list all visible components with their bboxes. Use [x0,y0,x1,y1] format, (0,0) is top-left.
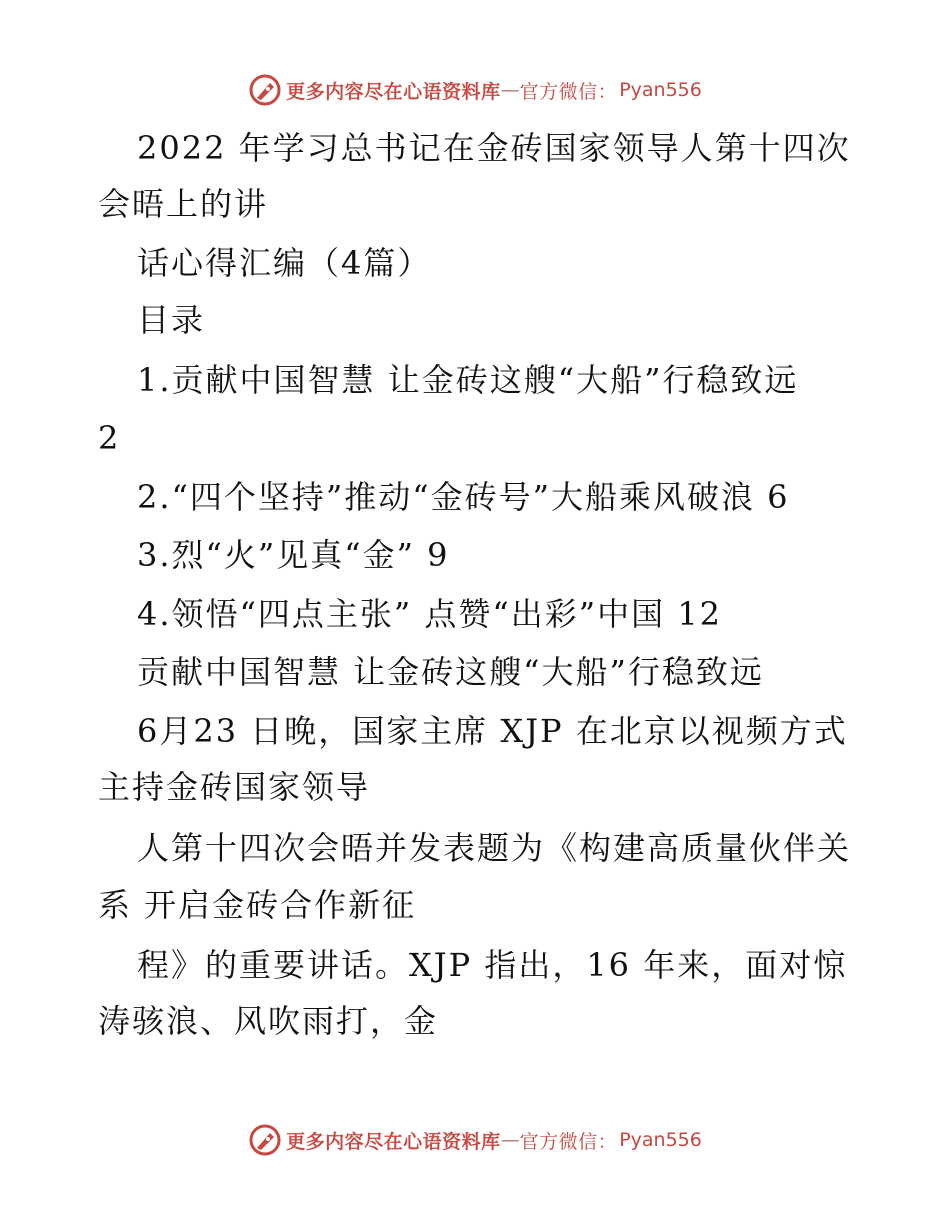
watermark-id: Pyan556 [619,79,702,101]
watermark-text: 更多内容尽在心语资料库 [286,1130,501,1153]
toc-item-4: 4.领悟“四点主张” 点赞“出彩”中国 12 [137,595,723,633]
title-line-2: 会晤上的讲 [98,185,269,223]
watermark-id: Pyan556 [619,1129,702,1151]
toc-item-1-page: 2 [98,419,121,457]
body-line-1: 6月23 日晚，国家主席 XJP 在北京以视频方式 [137,712,848,750]
watermark-footer [0,1120,950,1160]
title-line-3: 话心得汇编（4篇） [137,244,432,282]
toc-item-1: 1.贡献中国智慧 让金砖这艘“大船”行稳致远 [137,361,799,399]
watermark-text: 更多内容尽在心语资料库 [286,80,501,103]
watermark-dash: — [500,1129,520,1151]
fountain-pen-logo-icon [248,1123,282,1157]
body-line-5: 程》的重要讲话。XJP 指出，16 年来，面对惊 [137,946,848,984]
toc-item-3: 3.烈“火”见真“金” 9 [137,536,450,574]
body-line-4: 系 开启金砖合作新征 [98,886,417,924]
body-line-6: 涛骇浪、风吹雨打，金 [98,1002,439,1040]
watermark-header [0,70,950,110]
fountain-pen-logo-icon [248,73,282,107]
watermark-dash: — [500,79,520,101]
body-line-3: 人第十四次会晤并发表题为《构建高质量伙伴关 [137,829,852,867]
watermark-label: 官方微信： [519,1130,618,1153]
section-heading: 贡献中国智慧 让金砖这艘“大船”行稳致远 [137,653,764,691]
toc-item-2: 2.“四个坚持”推动“金砖号”大船乘风破浪 6 [137,478,790,516]
toc-heading: 目录 [137,301,206,339]
body-line-2: 主持金砖国家领导 [98,768,371,806]
watermark-label: 官方微信： [519,80,618,103]
title-line-1: 2022 年学习总书记在金砖国家领导人第十四次 [137,129,851,167]
